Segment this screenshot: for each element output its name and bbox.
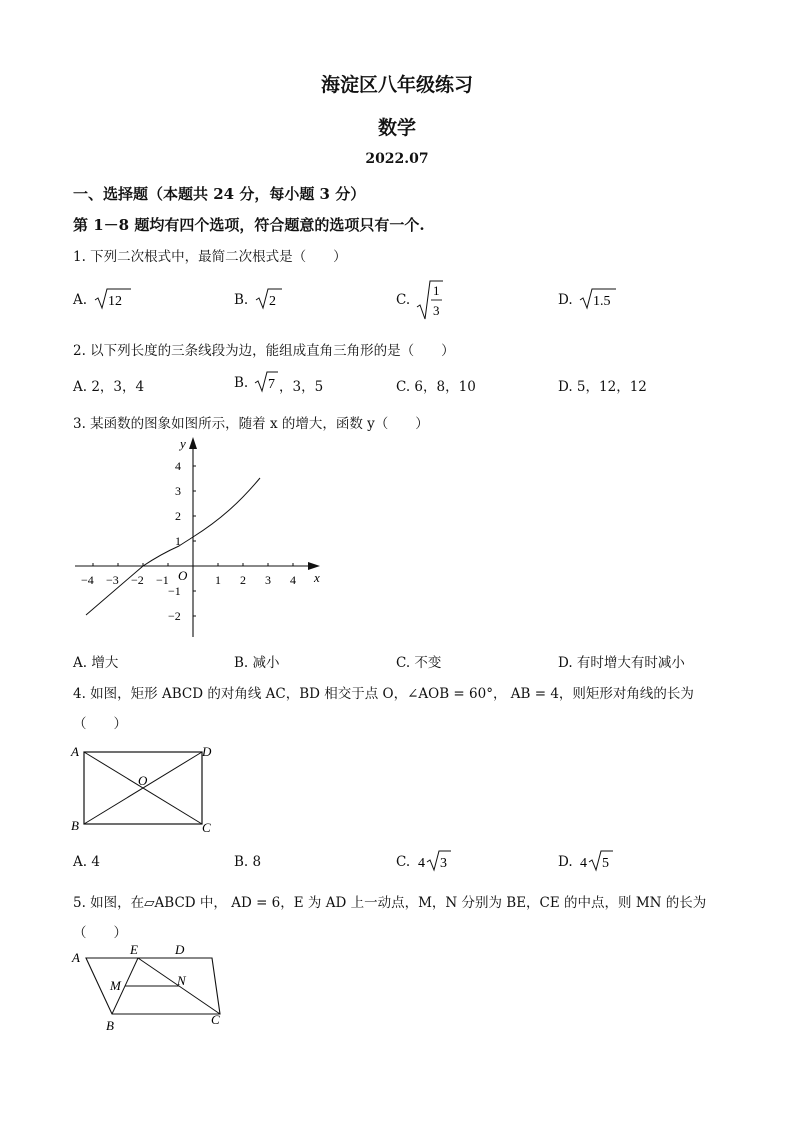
vertex-label-a: A [71, 744, 79, 759]
x-tick-label: 4 [290, 573, 296, 587]
q2-option-b-radical [253, 370, 279, 394]
q3-function-graph [70, 432, 330, 642]
q4-c-coefficient: 4 [418, 856, 425, 871]
q2-option-b-rest: ，3，5 [279, 379, 324, 395]
q1-option-a-label: A. [73, 292, 88, 308]
center-label-o: O [138, 773, 148, 788]
q4-option-a: A. 4 [73, 854, 100, 870]
x-tick-label: −3 [106, 573, 119, 587]
q4-option-d-label: D. [558, 854, 573, 870]
question-2-stem: 2. 以下列长度的三条线段为边，能组成直角三角形的是（ ） [73, 343, 455, 359]
q1-d-radicand: 1.5 [593, 294, 611, 309]
y-tick-label: 3 [175, 484, 181, 498]
question-1-stem: 1. 下列二次根式中，最简二次根式是（ ） [73, 249, 347, 265]
q4-option-d-value [579, 849, 615, 873]
q4-d-radicand: 5 [602, 856, 609, 871]
x-tick-label: −4 [81, 573, 94, 587]
q1-option-d-radical [578, 287, 618, 311]
y-tick-label: 4 [175, 459, 181, 473]
question-5-stem-line1: 5. 如图，在▱ABCD 中， AD = 6，E 为 AD 上一动点，M，N 分别为 BE，CE 的中点，则 MN 的长为 [73, 895, 707, 911]
q2-option-b-label: B. [234, 375, 249, 391]
q1-option-a-radical [93, 287, 133, 311]
question-3-stem: 3. 某函数的图象如图所示，随着 x 的增大，函数 y（ ） [73, 416, 429, 432]
y-tick-label: −2 [168, 609, 181, 623]
y-axis-arrow [189, 437, 197, 449]
exam-date: 2022.07 [365, 151, 429, 167]
question-4-stem-line1: 4. 如图，矩形 ABCD 的对角线 AC，BD 相交于点 O，∠AOB = 60°， AB = 4，则矩形对角线的长为 [73, 686, 694, 702]
x-tick-label: −2 [131, 573, 144, 587]
q1-option-c-radical-fraction [415, 279, 445, 321]
subject-title: 数学 [377, 117, 416, 139]
question-5-stem-line2: （ ） [73, 925, 127, 941]
x-axis-arrow [308, 562, 320, 570]
q5-parallelogram-figure [68, 940, 238, 1032]
q4-c-radicand: 3 [440, 856, 447, 871]
vertex-label-c: C [202, 820, 211, 835]
vertex-label-d: D [202, 744, 212, 759]
point-label-e: E [130, 942, 138, 957]
y-tick-label: −1 [168, 584, 181, 598]
point-label-n: N [177, 973, 186, 988]
vertex-label-c: C [211, 1012, 220, 1027]
q1-option-b-label: B. [234, 292, 249, 308]
vertex-label-b: B [106, 1018, 114, 1032]
question-4-stem-line2: （ ） [73, 716, 127, 732]
point-label-m: M [110, 978, 121, 993]
y-tick-label: 1 [175, 534, 181, 548]
q2-option-d: D. 5，12，12 [558, 379, 647, 395]
q3-option-c: C. 不变 [396, 655, 442, 671]
y-tick-label: 2 [175, 509, 181, 523]
q3-option-a: A. 增大 [73, 655, 119, 671]
q2-b-radicand: 7 [268, 377, 275, 392]
q1-c-denominator: 3 [433, 303, 440, 318]
vertex-label-d: D [175, 942, 185, 957]
x-tick-label: −1 [156, 573, 169, 587]
q1-a-radicand: 12 [108, 294, 122, 309]
section-heading: 一、选择题（本题共 24 分，每小题 3 分） [73, 185, 366, 203]
q2-option-a: A. 2，3，4 [73, 379, 145, 395]
q4-option-c-value [417, 849, 453, 873]
q1-option-d-label: D. [558, 292, 573, 308]
q4-option-c-label: C. [396, 854, 411, 870]
q1-c-numerator: 1 [433, 283, 440, 298]
q4-option-b: B. 8 [234, 854, 262, 870]
vertex-label-b: B [71, 818, 79, 833]
x-tick-label: 2 [240, 573, 246, 587]
x-tick-label: 3 [265, 573, 271, 587]
page-title: 海淀区八年级练习 [320, 74, 473, 96]
origin-label: O [178, 568, 188, 583]
q1-b-radicand: 2 [269, 294, 276, 309]
q4-d-coefficient: 4 [580, 856, 587, 871]
section-instruction: 第 1－8 题均有四个选项，符合题意的选项只有一个. [73, 216, 425, 234]
y-axis-label: y [180, 436, 186, 451]
q1-option-b-radical [254, 287, 284, 311]
q4-rectangle-figure [68, 740, 228, 836]
q3-option-b: B. 减小 [234, 655, 280, 671]
x-axis-label: x [314, 570, 320, 585]
x-tick-label: 1 [215, 573, 221, 587]
q3-option-d: D. 有时增大有时减小 [558, 655, 685, 671]
q2-option-c: C. 6，8，10 [396, 379, 476, 395]
vertex-label-a: A [72, 950, 80, 965]
q1-option-c-label: C. [396, 292, 411, 308]
